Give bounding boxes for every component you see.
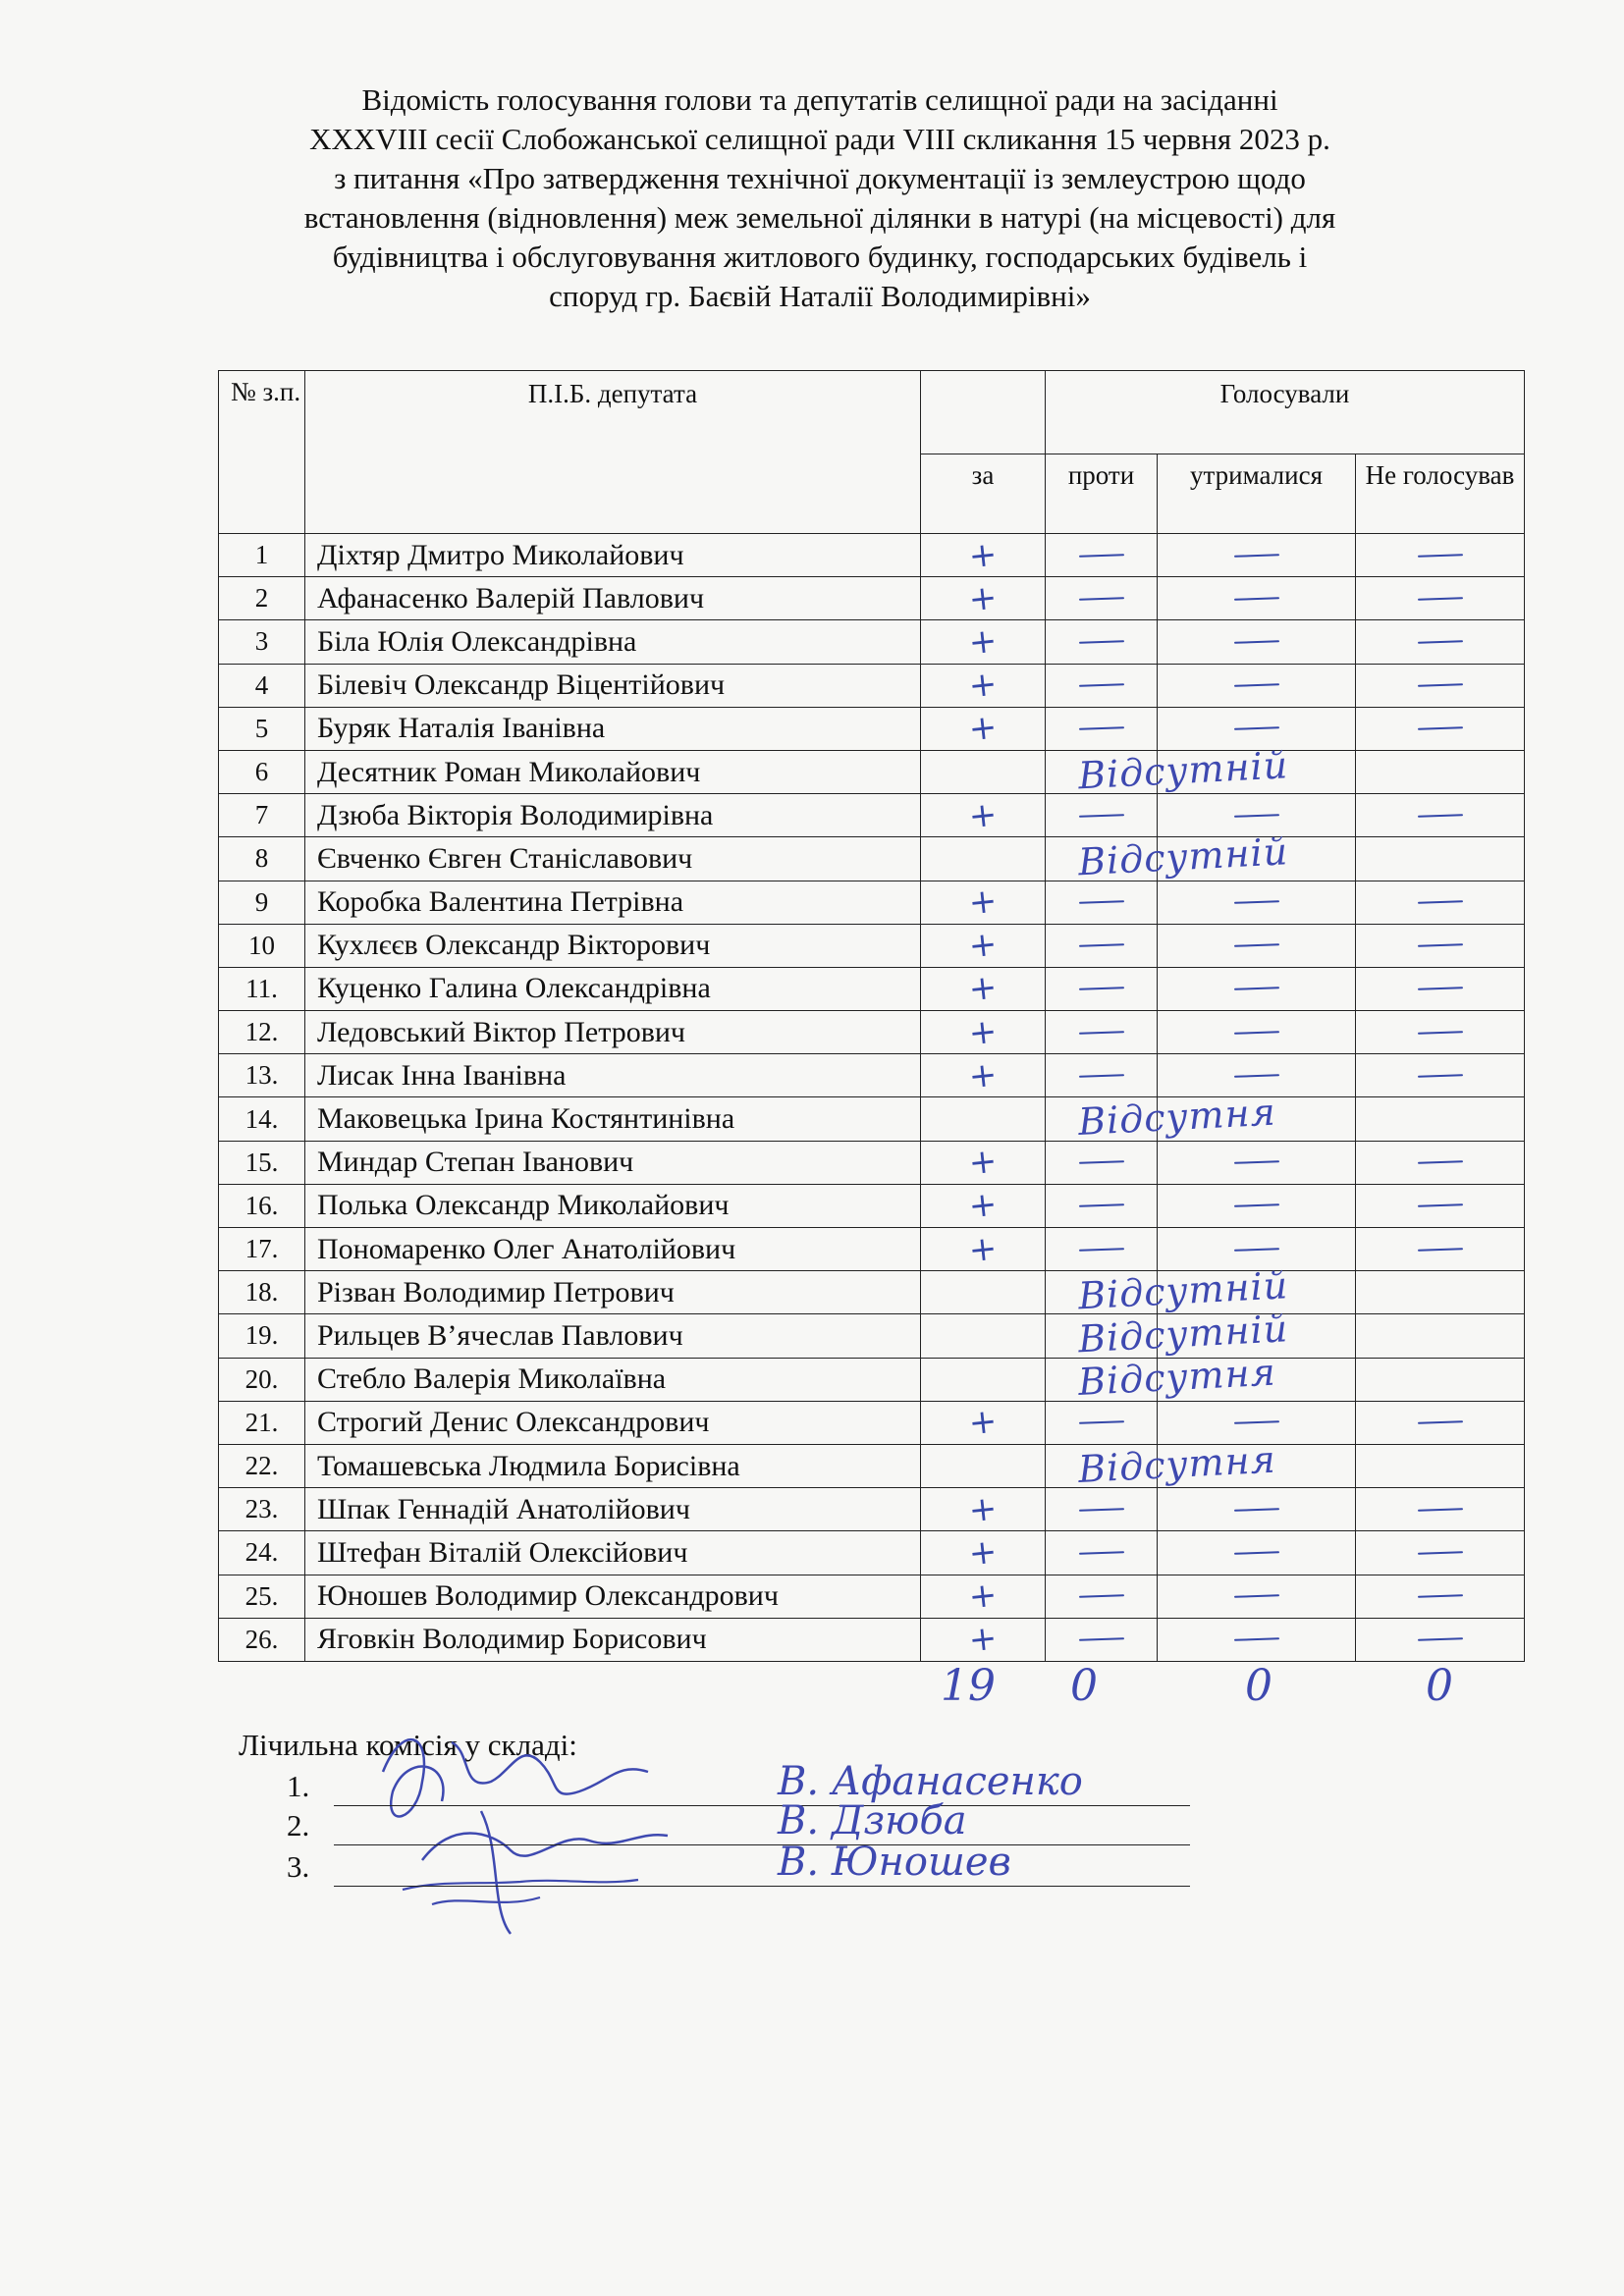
row-number: 15. (219, 1141, 305, 1184)
row-number: 24. (219, 1531, 305, 1575)
vote-cell-for (921, 1401, 1046, 1444)
absent-note: Відсутня (1076, 1090, 1277, 1145)
dash-mark (1233, 1031, 1278, 1035)
row-number: 26. (219, 1618, 305, 1661)
deputy-name: Миндар Степан Іванович (305, 1141, 921, 1184)
row-number: 22. (219, 1444, 305, 1487)
plus-mark: + (966, 1141, 1000, 1184)
commission-member-3 (287, 1840, 1190, 1889)
deputy-name: Біла Юлія Олександрівна (305, 620, 921, 664)
vote-cell-not-voted (1356, 1618, 1525, 1661)
row-number: 9 (219, 881, 305, 924)
vote-cell-against (1046, 620, 1158, 664)
vote-cell-not-voted (1356, 1141, 1525, 1184)
vote-cell-not-voted (1356, 1011, 1525, 1054)
absent-note: Відсутній (1076, 1307, 1290, 1362)
plus-mark: + (966, 707, 1000, 750)
deputy-name: Пономаренко Олег Анатолійович (305, 1228, 921, 1271)
table-row (219, 1271, 1525, 1314)
vote-cell-not-voted (1356, 1228, 1525, 1271)
header-number: № з.п. (219, 371, 305, 534)
deputy-name: Маковецька Ірина Костянтинівна (305, 1097, 921, 1141)
row-number: 1 (219, 534, 305, 577)
vote-cell-for (921, 1575, 1046, 1618)
dash-mark (1417, 1160, 1462, 1164)
vote-cell-for (921, 1263, 1290, 1318)
total-not-voted: 0 (1426, 1661, 1453, 1711)
dash-mark (1233, 640, 1278, 644)
table-row (219, 837, 1525, 881)
deputy-name: Томашевська Людмила Борисівна (305, 1444, 921, 1487)
vote-cell-for (921, 1090, 1277, 1145)
vote-cell-not-voted (1356, 664, 1525, 707)
vote-cell-abstained (1158, 1184, 1356, 1227)
vote-cell-against (1046, 1488, 1158, 1531)
deputy-name: Полька Олександр Миколайович (305, 1184, 921, 1227)
vote-cell-for (921, 1054, 1046, 1097)
table-row (219, 924, 1525, 967)
table-row (219, 1401, 1525, 1444)
row-number: 11. (219, 967, 305, 1010)
row-number: 3 (219, 620, 305, 664)
table-row (219, 1358, 1525, 1401)
deputy-name: Ледовський Віктор Петрович (305, 1011, 921, 1054)
vote-cell-abstained (1158, 534, 1356, 577)
deputy-name: Афанасенко Валерій Павлович (305, 577, 921, 620)
voting-table (218, 370, 1525, 1662)
dash-mark (1233, 988, 1278, 991)
vote-cell-for (921, 1437, 1277, 1491)
vote-cell-for (921, 1531, 1046, 1575)
vote-cell-against (1046, 534, 1158, 577)
absent-note: Відсутній (1076, 742, 1290, 797)
table-row (219, 1444, 1525, 1487)
table-row (219, 1184, 1525, 1227)
commission-title: Лічильна комісія у складі: (239, 1728, 577, 1762)
row-number: 23. (219, 1488, 305, 1531)
table-row (219, 794, 1525, 837)
plus-mark: + (966, 1618, 1000, 1661)
dash-mark (1078, 640, 1123, 644)
vote-cell-for (921, 1184, 1046, 1227)
deputy-name: Штефан Віталій Олексійович (305, 1531, 921, 1575)
commission-member-1 (287, 1759, 1190, 1808)
document-title (147, 80, 1492, 316)
vote-cell-abstained (1158, 1575, 1356, 1618)
absent-note: Відсутня (1076, 1437, 1277, 1491)
vote-cell-for (921, 1618, 1046, 1661)
dash-mark (1078, 1637, 1123, 1641)
dash-mark (1233, 597, 1278, 601)
plus-mark: + (966, 1531, 1000, 1575)
vote-cell-abstained (1158, 620, 1356, 664)
row-number: 12. (219, 1011, 305, 1054)
vote-cell-for (921, 1488, 1046, 1531)
vote-cell-for (921, 707, 1046, 750)
row-number: 13. (219, 1054, 305, 1097)
vote-cell-for (921, 924, 1046, 967)
vote-cell-against (1046, 924, 1158, 967)
dash-mark (1417, 1074, 1462, 1078)
header-abstained: утрималися (1158, 454, 1356, 534)
vote-cell-for (921, 1141, 1046, 1184)
vote-cell-not-voted (1356, 620, 1525, 664)
dash-mark (1078, 683, 1123, 687)
absent-note: Відсутній (1076, 829, 1290, 884)
dash-mark (1417, 1637, 1462, 1641)
header-empty (921, 371, 1046, 454)
dash-mark (1233, 683, 1278, 687)
vote-cell-for (921, 967, 1046, 1010)
vote-cell-not-voted (1356, 837, 1525, 881)
deputy-name: Буряк Наталія Іванівна (305, 707, 921, 750)
dash-mark (1417, 1031, 1462, 1035)
title-line: XXXVIII сесії Слобожанської селищної ради VIII скликання 15 червня 2023 р. (309, 122, 1330, 156)
plus-mark: + (966, 1575, 1000, 1618)
vote-cell-abstained (1158, 924, 1356, 967)
dash-mark (1078, 1551, 1123, 1555)
total-against: 0 (1070, 1661, 1098, 1711)
title-line: споруд гр. Баєвій Наталії Володимирівні» (549, 279, 1091, 313)
member-name: В. Афанасенко (778, 1759, 1083, 1804)
title-line: будівництва і обслуговування житлового будинку, господарських будівель і (332, 240, 1308, 274)
dash-mark (1078, 900, 1123, 904)
row-number: 5 (219, 707, 305, 750)
plus-mark: + (966, 1185, 1000, 1227)
plus-mark: + (966, 881, 1000, 924)
table-row (219, 1575, 1525, 1618)
header-not-voted: Не голосував (1356, 454, 1525, 534)
table-row (219, 707, 1525, 750)
vote-cell-for (921, 794, 1046, 837)
vote-cell-against (1046, 1054, 1158, 1097)
dash-mark (1233, 1248, 1278, 1252)
plus-mark: + (966, 577, 1000, 620)
plus-mark: + (966, 534, 1000, 576)
vote-cell-against (1046, 1184, 1158, 1227)
deputy-name: Євченко Євген Станіславович (305, 837, 921, 881)
vote-cell-not-voted (1356, 577, 1525, 620)
dash-mark (1233, 814, 1278, 818)
dash-mark (1417, 1204, 1462, 1208)
deputy-name: Рильцев В’ячеслав Павлович (305, 1314, 921, 1358)
vote-cell-abstained (1158, 1488, 1356, 1531)
vote-cell-abstained (1158, 664, 1356, 707)
vote-cell-not-voted (1356, 1097, 1525, 1141)
table-row (219, 967, 1525, 1010)
deputy-name: Юношев Володимир Олександрович (305, 1575, 921, 1618)
table-row (219, 1531, 1525, 1575)
vote-cell-against (1046, 707, 1158, 750)
deputy-name: Діхтяр Дмитро Миколайович (305, 534, 921, 577)
dash-mark (1078, 554, 1123, 558)
plus-mark: + (966, 1488, 1000, 1531)
header-deputy-name: П.І.Б. депутата (305, 371, 921, 534)
table-row (219, 750, 1525, 793)
dash-mark (1417, 1508, 1462, 1512)
vote-cell-not-voted (1356, 881, 1525, 924)
dash-mark (1233, 1594, 1278, 1598)
dash-mark (1233, 943, 1278, 947)
vote-cell-for (921, 534, 1046, 577)
vote-cell-not-voted (1356, 1184, 1525, 1227)
table-row (219, 577, 1525, 620)
table-row (219, 620, 1525, 664)
vote-cell-against (1046, 967, 1158, 1010)
header-against: проти (1046, 454, 1158, 534)
dash-mark (1078, 1160, 1123, 1164)
deputy-name: Десятник Роман Миколайович (305, 750, 921, 793)
vote-cell-not-voted (1356, 1271, 1525, 1314)
header-voted: Голосували (1046, 371, 1525, 454)
table-row (219, 1228, 1525, 1271)
vote-cell-for (921, 881, 1046, 924)
vote-cell-not-voted (1356, 1531, 1525, 1575)
table-row (219, 1618, 1525, 1661)
vote-cell-not-voted (1356, 707, 1525, 750)
vote-cell-against (1046, 881, 1158, 924)
deputy-name: Лисак Інна Іванівна (305, 1054, 921, 1097)
dash-mark (1078, 1248, 1123, 1252)
title-line: з питання «Про затвердження технічної документації із землеустрою щодо (334, 161, 1306, 195)
vote-cell-abstained (1158, 1618, 1356, 1661)
row-number: 6 (219, 750, 305, 793)
vote-cell-against (1046, 1618, 1158, 1661)
dash-mark (1417, 554, 1462, 558)
table-row (219, 1141, 1525, 1184)
plus-mark: + (966, 1228, 1000, 1270)
vote-cell-for (921, 1350, 1277, 1405)
vote-cell-not-voted (1356, 750, 1525, 793)
deputy-name: Яговкін Володимир Борисович (305, 1618, 921, 1661)
table-row (219, 1097, 1525, 1141)
row-number: 2 (219, 577, 305, 620)
vote-cell-not-voted (1356, 1054, 1525, 1097)
vote-cell-against (1046, 577, 1158, 620)
dash-mark (1233, 900, 1278, 904)
deputy-name: Стебло Валерія Миколаївна (305, 1358, 921, 1401)
vote-cell-not-voted (1356, 1575, 1525, 1618)
dash-mark (1417, 727, 1462, 731)
table-row (219, 881, 1525, 924)
dash-mark (1078, 1508, 1123, 1512)
vote-cell-abstained (1158, 577, 1356, 620)
row-number: 8 (219, 837, 305, 881)
dash-mark (1233, 1421, 1278, 1425)
vote-cell-against (1046, 794, 1158, 837)
row-number: 25. (219, 1575, 305, 1618)
vote-cell-abstained (1158, 881, 1356, 924)
absent-note: Відсутній (1076, 1263, 1290, 1318)
member-name: В. Дзюба (778, 1798, 967, 1843)
vote-cell-not-voted (1356, 967, 1525, 1010)
vote-cell-against (1046, 1531, 1158, 1575)
table-row (219, 664, 1525, 707)
vote-cell-abstained (1158, 707, 1356, 750)
vote-cell-abstained (1158, 967, 1356, 1010)
table-row (219, 1054, 1525, 1097)
dash-mark (1078, 988, 1123, 991)
total-for: 19 (941, 1661, 996, 1711)
vote-cell-not-voted (1356, 794, 1525, 837)
plus-mark: + (966, 794, 1000, 837)
vote-cell-against (1046, 1011, 1158, 1054)
dash-mark (1078, 727, 1123, 731)
deputy-name: Куценко Галина Олександрівна (305, 967, 921, 1010)
dash-mark (1078, 1204, 1123, 1208)
vote-cell-abstained (1158, 1011, 1356, 1054)
vote-cell-not-voted (1356, 534, 1525, 577)
row-number: 21. (219, 1401, 305, 1444)
dash-mark (1233, 1204, 1278, 1208)
dash-mark (1417, 1551, 1462, 1555)
row-number: 17. (219, 1228, 305, 1271)
vote-cell-not-voted (1356, 1314, 1525, 1358)
vote-cell-for (921, 1011, 1046, 1054)
row-number: 4 (219, 664, 305, 707)
dash-mark (1233, 1074, 1278, 1078)
vote-cell-against (1046, 1401, 1158, 1444)
row-number: 7 (219, 794, 305, 837)
dash-mark (1078, 1594, 1123, 1598)
total-abstained: 0 (1245, 1661, 1272, 1711)
dash-mark (1417, 1594, 1462, 1598)
dash-mark (1417, 597, 1462, 601)
absent-note: Відсутня (1076, 1350, 1277, 1405)
row-number: 20. (219, 1358, 305, 1401)
row-number: 19. (219, 1314, 305, 1358)
deputy-name: Шпак Геннадій Анатолійович (305, 1488, 921, 1531)
dash-mark (1417, 988, 1462, 991)
signature-line (334, 1805, 1190, 1806)
vote-cell-against (1046, 1575, 1158, 1618)
dash-mark (1233, 554, 1278, 558)
vote-cell-for (921, 829, 1290, 884)
dash-mark (1078, 814, 1123, 818)
table-row (219, 1488, 1525, 1531)
vote-cell-for (921, 1228, 1046, 1271)
member-number: 1. (287, 1769, 310, 1803)
deputy-name: Білевіч Олександр Віцентійович (305, 664, 921, 707)
plus-mark: + (966, 1401, 1000, 1444)
vote-cell-abstained (1158, 1141, 1356, 1184)
deputy-name: Кухлєєв Олександр Вікторович (305, 924, 921, 967)
dash-mark (1078, 1031, 1123, 1035)
title-line: Відомість голосування голови та депутатів селищної ради на засіданні (361, 82, 1278, 117)
vote-cell-not-voted (1356, 1488, 1525, 1531)
table-body (219, 534, 1525, 1662)
vote-cell-for (921, 577, 1046, 620)
signature-line (334, 1886, 1190, 1887)
dash-mark (1078, 943, 1123, 947)
deputy-name: Строгий Денис Олександрович (305, 1401, 921, 1444)
plus-mark: + (966, 968, 1000, 1010)
vote-cell-for (921, 742, 1290, 797)
deputy-name: Коробка Валентина Петрівна (305, 881, 921, 924)
row-number: 10 (219, 924, 305, 967)
row-number: 16. (219, 1184, 305, 1227)
row-number: 14. (219, 1097, 305, 1141)
table-row (219, 1314, 1525, 1358)
table-row (219, 534, 1525, 577)
vote-cell-not-voted (1356, 1358, 1525, 1401)
vote-cell-not-voted (1356, 1444, 1525, 1487)
dash-mark (1417, 900, 1462, 904)
dash-mark (1078, 1421, 1123, 1425)
dash-mark (1233, 1160, 1278, 1164)
dash-mark (1233, 1637, 1278, 1641)
signature-line (334, 1844, 1190, 1845)
vote-cell-for (921, 620, 1046, 664)
dash-mark (1417, 1421, 1462, 1425)
plus-mark: + (966, 1011, 1000, 1054)
deputy-name: Дзюба Вікторія Володимирівна (305, 794, 921, 837)
dash-mark (1417, 943, 1462, 947)
dash-mark (1078, 597, 1123, 601)
plus-mark: + (966, 924, 1000, 967)
dash-mark (1417, 640, 1462, 644)
dash-mark (1417, 814, 1462, 818)
member-number: 3. (287, 1849, 310, 1884)
vote-cell-for (921, 1307, 1290, 1362)
dash-mark (1233, 1551, 1278, 1555)
dash-mark (1233, 727, 1278, 731)
member-number: 2. (287, 1808, 310, 1842)
vote-cell-not-voted (1356, 1401, 1525, 1444)
dash-mark (1417, 683, 1462, 687)
dash-mark (1233, 1508, 1278, 1512)
dash-mark (1078, 1074, 1123, 1078)
table-row (219, 1011, 1525, 1054)
row-number: 18. (219, 1271, 305, 1314)
vote-cell-for (921, 664, 1046, 707)
deputy-name: Різван Володимир Петрович (305, 1271, 921, 1314)
plus-mark: + (966, 664, 1000, 707)
vote-cell-against (1046, 664, 1158, 707)
member-name: В. Юношев (778, 1840, 1011, 1885)
vote-cell-against (1046, 1228, 1158, 1271)
header-for: за (921, 454, 1046, 534)
title-line: встановлення (відновлення) меж земельної ділянки в натурі (на місцевості) для (303, 200, 1336, 235)
plus-mark: + (966, 620, 1000, 664)
vote-cell-abstained (1158, 1531, 1356, 1575)
commission-member-2 (287, 1798, 1190, 1847)
vote-cell-against (1046, 1141, 1158, 1184)
dash-mark (1417, 1248, 1462, 1252)
plus-mark: + (966, 1054, 1000, 1097)
vote-cell-not-voted (1356, 924, 1525, 967)
